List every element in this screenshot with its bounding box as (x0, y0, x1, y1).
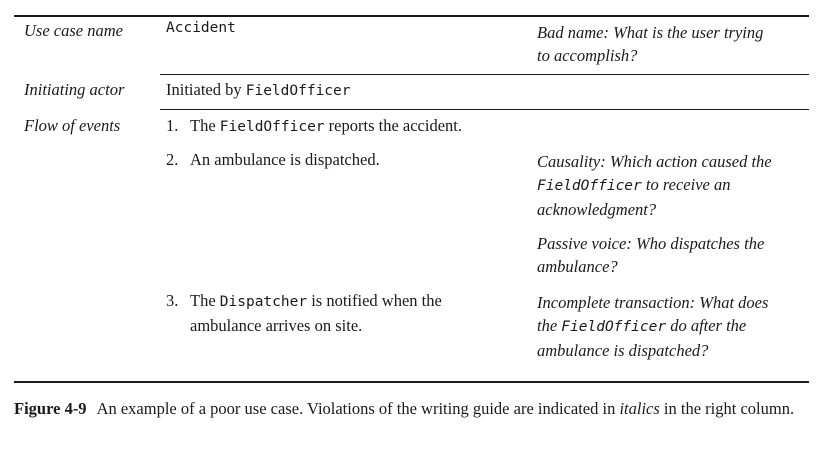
causality-note-line3: acknowledgment? (537, 200, 657, 219)
step-3 (166, 289, 442, 337)
step-3-pre: The (190, 291, 220, 310)
incomplete-note-line2-pre: the (537, 316, 562, 335)
passive-voice-note-line1: Passive voice: Who dispatches the (537, 234, 765, 253)
step-3-post: is notified when the (307, 291, 442, 310)
step-3-line1 (166, 289, 442, 314)
row1-value-rule (160, 74, 809, 75)
step-2-number: 2. (166, 150, 179, 169)
incomplete-note-line1: Incomplete transaction: What does (537, 293, 769, 312)
bad-name-note-line1: Bad name: What is the user trying (537, 23, 764, 42)
step-2 (166, 148, 380, 171)
flow-of-events-label: Flow of events (24, 116, 121, 135)
table-bottom-rule (14, 381, 809, 383)
incomplete-note-line2-post: do after the (666, 316, 747, 335)
figure-label: Figure 4-9 (14, 399, 87, 418)
step-2-text: An ambulance is dispatched. (190, 150, 380, 169)
initiated-by-text: Initiated by (166, 80, 246, 99)
use-case-name-label: Use case name (24, 21, 123, 40)
row2-rule (160, 109, 809, 110)
incomplete-note-line3: ambulance is dispatched? (537, 341, 709, 360)
step-1-code: FieldOfficer (219, 119, 325, 135)
figure-caption (14, 397, 810, 420)
caption-italic-word: italics (619, 399, 660, 418)
causality-note-line1: Causality: Which action caused the (537, 152, 772, 171)
causality-note-line2 (537, 173, 772, 198)
initiating-actor-value (166, 78, 351, 103)
passive-voice-note (537, 232, 764, 278)
bad-name-note (537, 21, 763, 67)
step-1-number: 1. (166, 116, 179, 135)
step-1-post: reports the accident. (324, 116, 462, 135)
incomplete-transaction-note (537, 291, 768, 362)
bad-name-note-line2: to accomplish? (537, 46, 638, 65)
use-case-name-value: Accident (166, 20, 236, 36)
table-top-rule (14, 15, 809, 17)
step-1-pre: The (190, 116, 220, 135)
caption-text-before: An example of a poor use case. Violations of the writing guide are indicated in (96, 399, 620, 418)
causality-note (537, 150, 772, 221)
step-3-number: 3. (166, 291, 179, 310)
passive-voice-note-line2: ambulance? (537, 257, 618, 276)
causality-note-line2-post: to receive an (641, 175, 731, 194)
actor-fieldofficer-code: FieldOfficer (245, 83, 351, 99)
step-1 (166, 114, 462, 139)
step-3-line2: ambulance arrives on site. (190, 316, 363, 335)
caption-text-after: in the right column. (659, 399, 795, 418)
causality-note-code: FieldOfficer (537, 178, 642, 194)
initiating-actor-label: Initiating actor (24, 80, 125, 99)
incomplete-note-code: FieldOfficer (561, 319, 667, 335)
incomplete-note-line2 (537, 314, 768, 339)
step-3-code: Dispatcher (219, 294, 308, 310)
